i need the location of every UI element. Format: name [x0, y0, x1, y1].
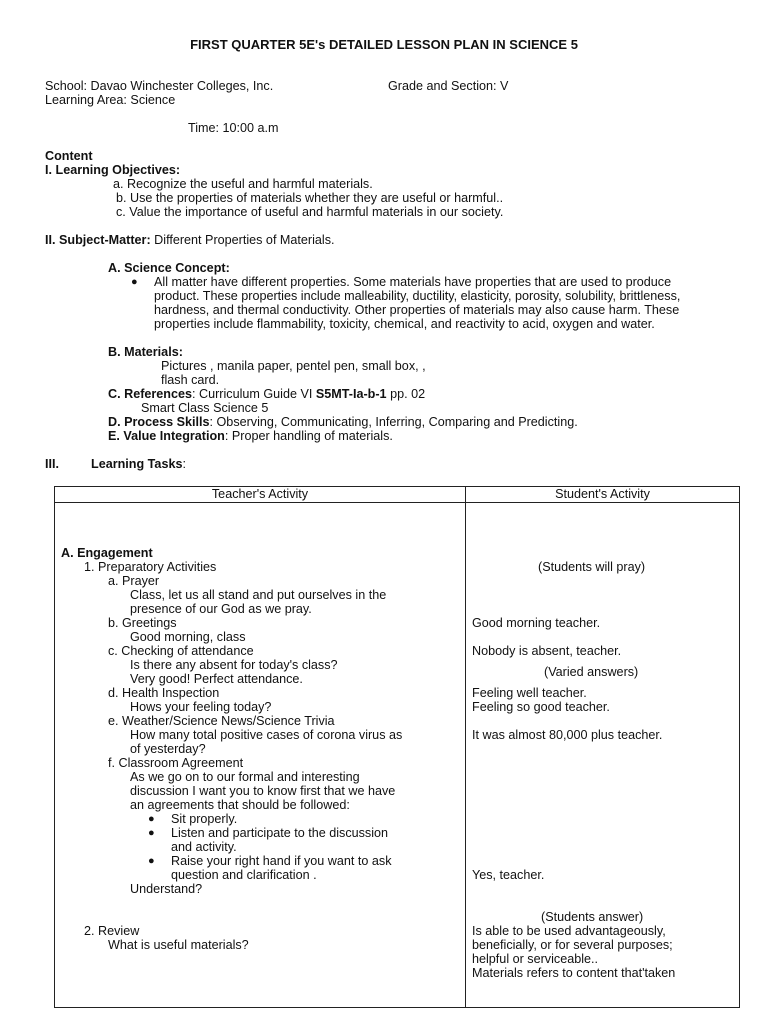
materials-list: Pictures , manila paper, pentel pen, small box, ,	[161, 359, 426, 373]
value-integration-text: : Proper handling of materials.	[224, 429, 393, 443]
health-inspection-label: d. Health Inspection	[108, 686, 220, 700]
student-response: Feeling well teacher.	[472, 686, 587, 700]
bullet-icon: ●	[148, 827, 155, 839]
student-response: Good morning teacher.	[472, 616, 601, 630]
weather-news-label: e. Weather/Science News/Science Trivia	[108, 714, 335, 728]
process-skills-line	[108, 415, 578, 429]
objective-item: c. Value the importance of useful and harmful materials in our society.	[116, 205, 504, 219]
student-activity-header: Student's Activity	[466, 487, 740, 503]
school-field: School: Davao Winchester Colleges, Inc.	[45, 79, 274, 93]
teacher-line: an agreements that should be followed:	[130, 798, 350, 812]
bullet-icon: ●	[131, 276, 138, 288]
teacher-line: Understand?	[130, 882, 203, 896]
references-text: : Curriculum Guide VI	[192, 387, 316, 401]
student-response: (Varied answers)	[544, 665, 639, 679]
teacher-line: How many total positive cases of corona virus as	[130, 728, 403, 742]
learning-tasks-colon: :	[182, 457, 186, 471]
subject-matter-line	[45, 233, 335, 247]
bullet-icon: ●	[148, 813, 155, 825]
curriculum-code: S5MT-Ia-b-1	[315, 387, 387, 401]
subject-matter-text: Different Properties of Materials.	[154, 233, 335, 247]
student-response: Nobody is absent, teacher.	[472, 644, 622, 658]
materials-list-continued: flash card.	[161, 373, 220, 387]
learning-tasks-label: Learning Tasks	[91, 457, 183, 471]
agreement-rule: Listen and participate to the discussion	[171, 826, 389, 840]
student-response: helpful or serviceable..	[472, 952, 599, 966]
review-question: What is useful materials?	[108, 938, 249, 952]
references-pages: pp. 02	[386, 387, 426, 401]
teacher-line: Class, let us all stand and put ourselves in the	[130, 588, 387, 602]
teacher-line: of yesterday?	[130, 742, 206, 756]
teacher-line: Good morning, class	[130, 630, 246, 644]
prayer-label: a. Prayer	[108, 574, 160, 588]
process-skills-text: : Observing, Communicating, Inferring, Comparing and Predicting.	[209, 415, 578, 429]
engagement-heading: A. Engagement	[61, 546, 153, 560]
grade-section-field: Grade and Section: V	[388, 79, 509, 93]
student-response: Materials refers to content that'taken	[472, 966, 676, 980]
student-response: It was almost 80,000 plus teacher.	[472, 728, 663, 742]
science-concept-text: All matter have different properties. Some materials have properties that are used to produce product. These properties include malleability, ductility, elasticity, porosity, solubility, brittleness, hardness, and thermal conductivity. Other properties of materials may also cause harm. These properties include flammability, toxicity, chemical, and reactivity to acid, oxygen and water.	[154, 275, 681, 331]
student-activity-cell	[466, 503, 740, 1008]
learning-tasks-numeral: III.	[45, 457, 59, 471]
greetings-label: b. Greetings	[108, 616, 177, 630]
teacher-line: discussion I want you to know first that we have	[130, 784, 396, 798]
time-field: Time: 10:00 a.m	[188, 121, 279, 135]
subject-matter-label: II. Subject-Matter:	[45, 233, 151, 247]
student-response: Feeling so good teacher.	[472, 700, 610, 714]
review-label: 2. Review	[84, 924, 140, 938]
references-second-line: Smart Class Science 5	[141, 401, 269, 415]
teacher-activity-header: Teacher's Activity	[55, 487, 466, 503]
agreement-rule: Raise your right hand if you want to ask	[171, 854, 392, 868]
student-response: Yes, teacher.	[472, 868, 545, 882]
agreement-rule-continued: and activity.	[171, 840, 237, 854]
student-response: (Students will pray)	[538, 560, 646, 574]
objectives-heading: I. Learning Objectives:	[45, 163, 181, 177]
references-line	[108, 387, 425, 401]
teacher-line: Is there any absent for today's class?	[130, 658, 338, 672]
agreement-rule: Sit properly.	[171, 812, 238, 826]
attendance-label: c. Checking of attendance	[108, 644, 254, 658]
bullet-icon: ●	[148, 855, 155, 867]
materials-heading: B. Materials:	[108, 345, 183, 359]
learning-tasks-heading	[91, 457, 186, 471]
objective-item: b. Use the properties of materials whether they are useful or harmful..	[116, 191, 504, 205]
teacher-line: Hows your feeling today?	[130, 700, 272, 714]
teacher-activity-cell	[55, 503, 466, 1008]
learning-tasks-table	[54, 486, 740, 1008]
references-label: C. References	[108, 387, 192, 401]
objective-item: a. Recognize the useful and harmful materials.	[113, 177, 373, 191]
teacher-line: As we go on to our formal and interesting	[130, 770, 360, 784]
teacher-line: Very good! Perfect attendance.	[130, 672, 303, 686]
agreement-rule-continued: question and clarification .	[171, 868, 317, 882]
science-concept-heading: A. Science Concept:	[108, 261, 230, 275]
document-title: FIRST QUARTER 5E's DETAILED LESSON PLAN IN SCIENCE 5	[190, 37, 578, 52]
student-response: (Students answer)	[541, 910, 644, 924]
student-response: beneficially, or for several purposes;	[472, 938, 673, 952]
preparatory-activities: 1. Preparatory Activities	[84, 560, 217, 574]
content-heading: Content	[45, 149, 93, 163]
process-skills-label: D. Process Skills	[108, 415, 210, 429]
student-response: Is able to be used advantageously,	[472, 924, 666, 938]
learning-area-field: Learning Area: Science	[45, 93, 176, 107]
value-integration-line	[108, 429, 393, 443]
classroom-agreement-label: f. Classroom Agreement	[108, 756, 244, 770]
teacher-line: presence of our God as we pray.	[130, 602, 312, 616]
value-integration-label: E. Value Integration	[108, 429, 225, 443]
